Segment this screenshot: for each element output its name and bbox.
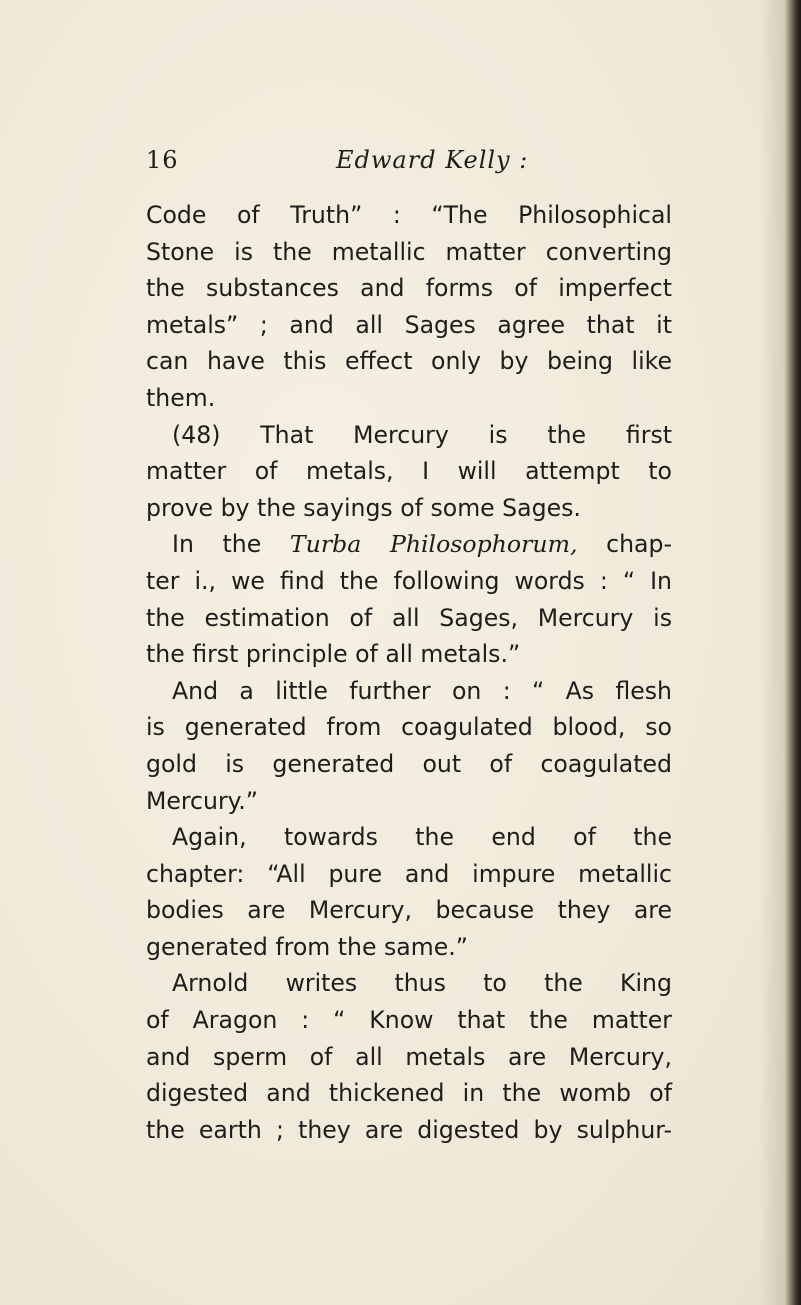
page-number: 16 <box>146 146 179 174</box>
text-line: the estimation of all Sages, Mercury is <box>146 603 672 632</box>
text-line: matter of metals, I will attempt to <box>146 457 672 486</box>
paragraph-start-line: (48) That Mercury is the first <box>172 420 672 449</box>
paragraph-start-line: Arnold writes thus to the King <box>172 969 672 998</box>
page-edge-shadow <box>759 0 785 1305</box>
text-line: ter i., we find the following words : “ In <box>146 566 672 595</box>
paragraph-start-line <box>146 526 672 563</box>
text-line: metals” ; and all Sages agree that it <box>146 310 672 339</box>
text-line: the first principle of all metals.” <box>146 640 521 669</box>
book-title-italic: Turba Philosophorum, <box>289 530 578 559</box>
text-line: chapter: “All pure and impure metallic <box>146 859 672 888</box>
running-head: Edward Kelly : <box>336 146 529 174</box>
text-line: Mercury.” <box>146 786 259 815</box>
text-line: gold is generated out of coagulated <box>146 749 672 778</box>
text-line: the earth ; they are digested by sulphur- <box>146 1115 672 1144</box>
text-line: is generated from coagulated blood, so <box>146 713 672 742</box>
text-line: can have this effect only by being like <box>146 347 672 376</box>
text-line: and sperm of all metals are Mercury, <box>146 1042 672 1071</box>
text-line: Stone is the metallic matter converting <box>146 237 672 266</box>
body-text <box>146 197 672 1148</box>
paragraph-start-line: And a little further on : “ As flesh <box>172 676 672 705</box>
page-binding-edge <box>785 0 801 1305</box>
text-fragment: chap- <box>577 530 672 559</box>
text-line: bodies are Mercury, because they are <box>146 896 672 925</box>
text-line: digested and thickened in the womb of <box>146 1079 672 1108</box>
text-fragment: In the <box>172 530 290 559</box>
page-header <box>146 146 686 186</box>
text-line: the substances and forms of imperfect <box>146 274 672 303</box>
text-line: Code of Truth” : “The Philosophical <box>146 201 672 229</box>
text-line: them. <box>146 383 216 412</box>
text-line: prove by the sayings of some Sages. <box>146 493 581 522</box>
paragraph-start-line: Again, towards the end of the <box>172 823 672 852</box>
text-line: of Aragon : “ Know that the matter <box>146 1006 672 1035</box>
text-line: generated from the same.” <box>146 932 468 961</box>
